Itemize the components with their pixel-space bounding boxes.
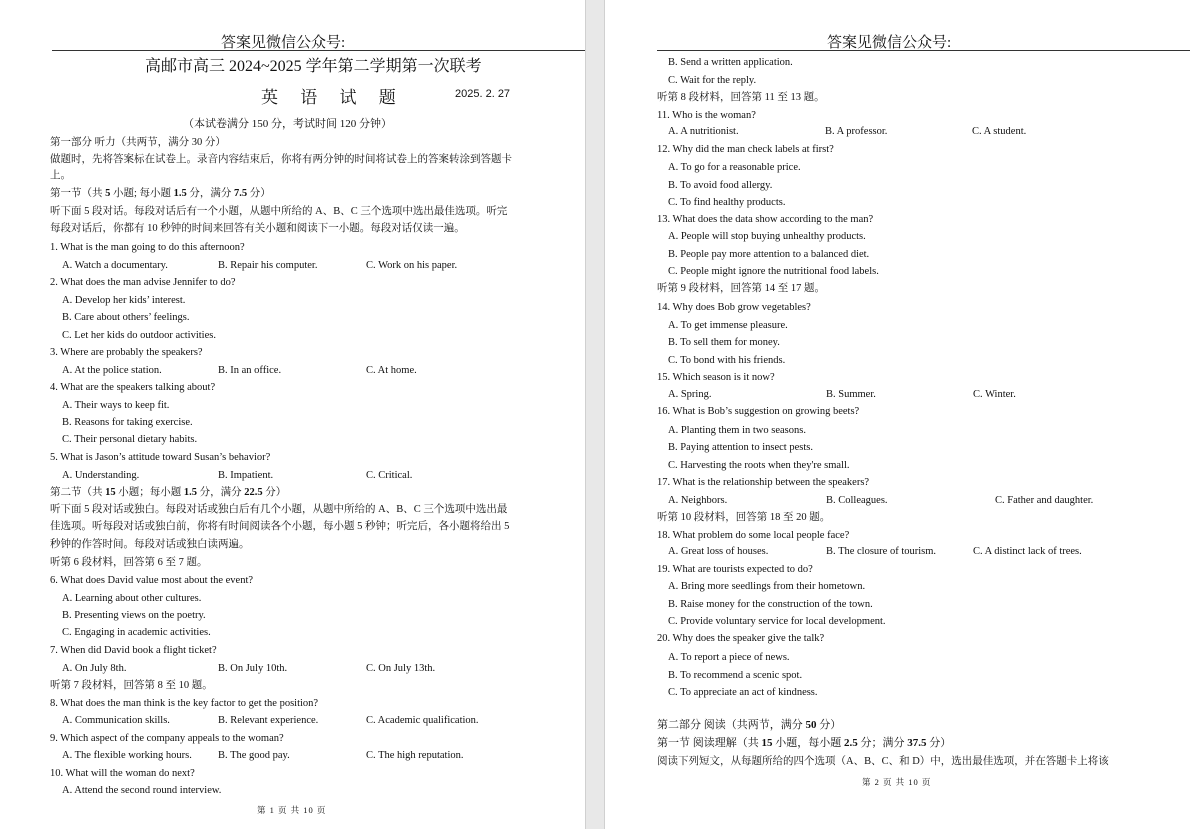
option: B. Raise money for the construction of the town. [668,599,873,610]
option: B. Reasons for taking exercise. [62,417,193,428]
option: A. Watch a documentary. [62,260,168,271]
option: C. A student. [972,126,1027,137]
option: A. To go for a reasonable price. [668,162,801,173]
option: C. Critical. [366,470,413,481]
question: 4. What are the speakers talking about? [50,382,216,393]
option: A. Spring. [668,389,712,400]
question: 8. What does the man think is the key factor to get the position? [50,698,319,709]
option: C. Engaging in academic activities. [62,627,211,638]
option: B. Repair his computer. [218,260,318,271]
question: 16. What is Bob’s suggestion on growing beets? [657,406,860,417]
part2-heading: 第二部分 阅读（共两节，满分 50 分） [657,719,842,731]
question: 14. Why does Bob grow vegetables? [657,302,811,313]
section2-heading: 第二节（共 15 小题；每小题 1.5 分，满分 22.5 分） [50,487,287,498]
page-header: 答案见微信公众号: [827,35,952,51]
question: 19. What are tourists expected to do? [657,564,813,575]
option: C. Wait for the reply. [668,75,757,86]
option: C. To find healthy products. [668,197,786,208]
option: C. Harvesting the roots when they're small. [668,460,850,471]
question: 6. What does David value most about the event? [50,575,254,586]
option: B. The closure of tourism. [826,546,937,557]
option: B. Summer. [826,389,876,400]
part1-instruction-cont: 上。 [50,170,71,181]
option: B. A professor. [825,126,888,137]
part1-heading: 第一部分 听力（共两节，满分 30 分） [50,137,226,148]
option: A. To report a piece of news. [668,652,790,663]
question: 18. What problem do some local people face? [657,530,850,541]
option: A. Attend the second round interview. [62,785,222,796]
option: C. At home. [366,365,417,376]
option: B. On July 10th. [218,663,288,674]
page-footer: 第 2 页 共 10 页 [862,777,932,787]
section1-instruction-cont: 每段对话后，你都有 10 秒钟的时间来回答有关小题和阅读下一小题。每段对话仅读一遍。 [50,223,465,234]
material-heading: 听第 10 段材料，回答第 18 至 20 题。 [657,512,831,523]
question: 11. Who is the woman? [657,110,756,121]
option: B. Relevant experience. [218,715,319,726]
question: 7. When did David book a flight ticket? [50,645,217,656]
question: 13. What does the data show according to the man? [657,214,874,225]
part1-instruction: 做题时，先将答案标在试卷上。录音内容结束后，你将有两分钟的时间将试卷上的答案转涂到答题卡 [50,154,512,165]
exam-title: 高邮市高三 2024~2025 学年第二学期第一次联考 [145,58,482,75]
option: C. Academic qualification. [366,715,479,726]
option: C. On July 13th. [366,663,436,674]
question: 9. Which aspect of the company appeals to the woman? [50,733,284,744]
option: B. To avoid food allergy. [668,180,773,191]
option: C. Their personal dietary habits. [62,434,198,445]
header-rule [52,50,585,51]
page-header: 答案见微信公众号: [221,35,346,51]
question: 3. Where are probably the speakers? [50,347,203,358]
exam-info: （本试卷满分 150 分，考试时间 120 分钟） [183,118,392,130]
option: B. Presenting views on the poetry. [62,610,206,621]
option: A. A nutritionist. [668,126,739,137]
option: A. On July 8th. [62,663,127,674]
option: B. Care about others’ feelings. [62,312,190,323]
page-gutter [585,0,605,829]
option: A. To get immense pleasure. [668,320,788,331]
header-rule [657,50,1190,51]
option: B. Paying attention to insect pests. [668,442,813,453]
option: A. The flexible working hours. [62,750,192,761]
option: B. Impatient. [218,470,274,481]
option: B. Colleagues. [826,495,888,506]
option: A. At the police station. [62,365,162,376]
option: A. Communication skills. [62,715,170,726]
option: B. In an office. [218,365,282,376]
material-heading: 听第 7 段材料，回答第 8 至 10 题。 [50,680,213,691]
option: A. Develop her kids’ interest. [62,295,186,306]
option: C. The high reputation. [366,750,464,761]
option: C. Let her kids do outdoor activities. [62,330,216,341]
question: 10. What will the woman do next? [50,768,195,779]
section1-instruction: 听下面 5 段对话。每段对话后有一个小题，从题中所给的 A、B、C 三个选项中选出最佳选项。听完 [50,206,508,217]
option: C. A distinct lack of trees. [973,546,1082,557]
page-1 [0,0,585,829]
question: 15. Which season is it now? [657,372,775,383]
option: B. To sell them for money. [668,337,780,348]
question: 20. Why does the speaker give the talk? [657,633,825,644]
question: 1. What is the man going to do this afternoon? [50,242,245,253]
option: C. Winter. [973,389,1016,400]
option: C. People might ignore the nutritional food labels. [668,266,879,277]
exam-date: 2025. 2. 27 [455,88,511,100]
option: A. Their ways to keep fit. [62,400,170,411]
option: B. To recommend a scenic spot. [668,670,803,681]
option: A. People will stop buying unhealthy products. [668,231,866,242]
option: A. Understanding. [62,470,140,481]
material-heading: 听第 9 段材料，回答第 14 至 17 题。 [657,283,825,294]
option: C. Provide voluntary service for local development. [668,616,886,627]
material-heading: 听第 6 段材料，回答第 6 至 7 题。 [50,557,208,568]
option: B. The good pay. [218,750,290,761]
page-footer: 第 1 页 共 10 页 [257,805,327,815]
subject-title: 英 语 试 题 [261,88,405,107]
material-heading: 听第 8 段材料，回答第 11 至 13 题。 [657,92,825,103]
question: 2. What does the man advise Jennifer to do? [50,277,236,288]
option: B. People pay more attention to a balanced diet. [668,249,870,260]
option: A. Bring more seedlings from their hometown. [668,581,866,592]
page-2 [605,0,1190,829]
option: A. Great loss of houses. [668,546,769,557]
option: C. Father and daughter. [995,495,1094,506]
section2-instruction: 听下面 5 段对话或独白。每段对话或独白后有几个小题，从题中所给的 A、B、C 三个选项中选出最 [50,504,508,515]
option: A. Planting them in two seasons. [668,425,806,436]
section1-heading: 第一节（共 5 小题; 每小题 1.5 分，满分 7.5 分） [50,188,271,199]
section2-instruction-cont: 佳选项。听每段对话或独白前，你将有时间阅读各个小题，每小题 5 秒钟；听完后，各小题将给出 5 [50,521,510,532]
question: 12. Why did the man check labels at first? [657,144,834,155]
part2-instruction: 阅读下列短文，从每题所给的四个选项（A、B、C、和 D）中，选出最佳选项，并在答题卡上将该 [657,756,1109,767]
option: A. Learning about other cultures. [62,593,202,604]
question: 17. What is the relationship between the speakers? [657,477,870,488]
option: A. Neighbors. [668,495,728,506]
question: 5. What is Jason’s attitude toward Susan’s behavior? [50,452,271,463]
section2-instruction-cont: 秒钟的作答时间。每段对话或独白读两遍。 [50,539,250,550]
part2-section1-heading: 第一节 阅读理解（共 15 小题，每小题 2.5 分；满分 37.5 分） [657,737,952,749]
option: C. To bond with his friends. [668,355,786,366]
option: C. Work on his paper. [366,260,458,271]
option: C. To appreciate an act of kindness. [668,687,818,698]
option: B. Send a written application. [668,57,793,68]
